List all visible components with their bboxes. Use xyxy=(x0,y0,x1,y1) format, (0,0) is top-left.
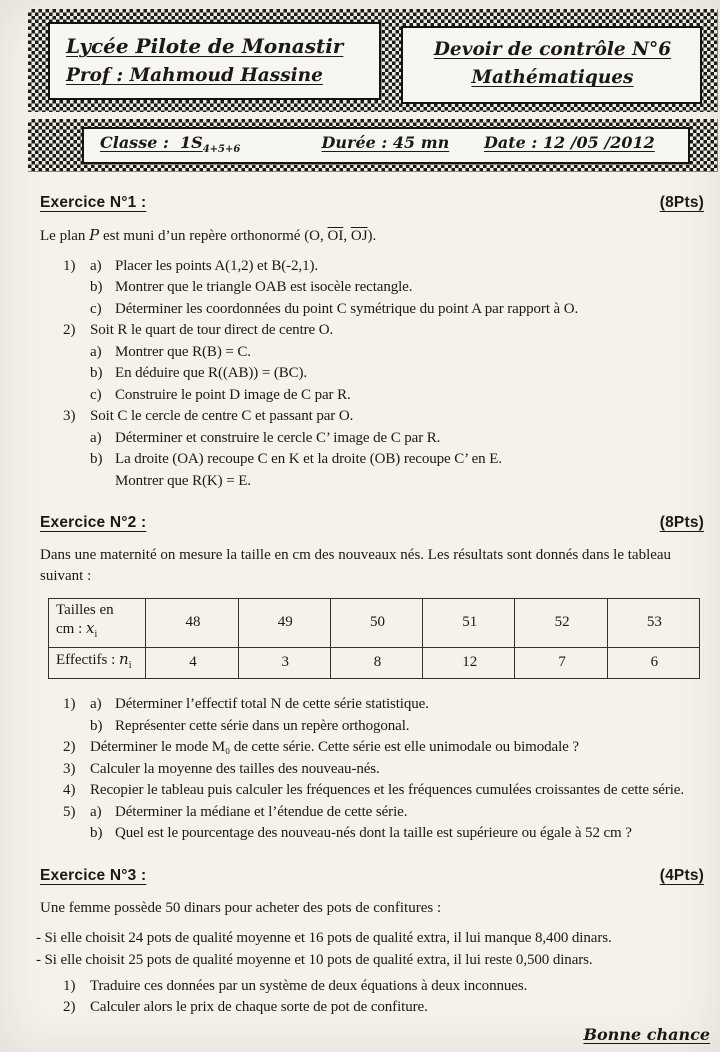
classe-group-subscript: 4+5+6 xyxy=(202,143,241,155)
header-top-band xyxy=(28,9,718,112)
statistics-table xyxy=(48,598,700,679)
condition-line: - Si elle choisit 25 pots de qualité moyenne et 10 pots de qualité extra, il lui reste 0,500 dinars. xyxy=(36,951,593,968)
question-line xyxy=(63,737,704,759)
exercise-1-intro xyxy=(40,225,704,247)
question-text: Montrer que R(K) = E. xyxy=(115,472,251,489)
intro-text-pre: Le plan xyxy=(40,227,90,244)
question-text: Déterminer la médiane et l’étendue de cette série. xyxy=(115,803,408,820)
question-number: 3) xyxy=(63,408,76,425)
date-text: Date : 12 /05 /2012 xyxy=(484,132,655,152)
question-line xyxy=(63,716,704,738)
exam-meta-box xyxy=(82,127,690,164)
question-number xyxy=(63,277,90,299)
question-letter: b) xyxy=(90,825,103,842)
variable-x: x xyxy=(86,619,95,638)
question-number: 2) xyxy=(63,322,76,339)
subscript-i: i xyxy=(94,629,98,641)
exam-title-box xyxy=(401,26,702,104)
question-text: Recopier le tableau puis calculer les fréquences et les fréquences cumulées croissantes de cette série. xyxy=(90,782,685,799)
question-line xyxy=(63,471,704,493)
question-letter: a) xyxy=(90,429,102,446)
subscript-i: i xyxy=(128,660,132,672)
question-number: 1) xyxy=(63,257,76,274)
effectif-cell: 3 xyxy=(238,648,330,679)
question-number xyxy=(63,428,90,450)
question-text: Déterminer et construire le cercle C’ image de C par R. xyxy=(115,429,441,446)
vector-oj: $\overline{OJ}$ xyxy=(350,227,368,244)
question-text: Déterminer le mode M₀ de cette série. Cette série est elle unimodale ou bimodale ? xyxy=(90,739,579,756)
plan-symbol: P xyxy=(89,225,100,244)
exercise-3-section xyxy=(36,866,704,1019)
question-line xyxy=(63,406,704,428)
question-line xyxy=(63,320,704,342)
taille-cell: 50 xyxy=(330,599,422,648)
question-letter: a) xyxy=(90,803,102,820)
school-info-box xyxy=(48,22,381,100)
classe-field xyxy=(100,133,322,155)
duree-text: Durée : 45 mn xyxy=(321,132,450,152)
intro-text-mid: est muni d’un repère orthonormé (O, xyxy=(99,227,328,244)
question-text: Traduire ces données par un système de deux équations à deux inconnues. xyxy=(90,977,528,994)
closing-note: Bonne chance xyxy=(583,1025,710,1044)
date-field xyxy=(484,133,676,152)
vector-oi: $\overline{OI}$ xyxy=(327,227,344,244)
question-letter: a) xyxy=(90,343,102,360)
intro-text-post: ). xyxy=(367,227,377,244)
effectif-cell: 6 xyxy=(607,648,699,679)
question-line xyxy=(63,299,704,321)
question-line xyxy=(63,428,704,450)
question-letter: b) xyxy=(90,365,103,382)
question-line xyxy=(63,363,704,385)
question-line xyxy=(63,449,704,471)
exam-content xyxy=(0,194,720,1019)
exercise-3-header xyxy=(40,867,704,885)
exercise-2-intro: Dans une maternité on mesure la taille en cm des nouveaux nés. Les résultats sont donnés dans le tableau suivant : xyxy=(40,547,672,585)
question-letter: a) xyxy=(90,257,102,274)
question-letter: a) xyxy=(90,696,102,713)
question-text: Soit R le quart de tour direct de centre O. xyxy=(90,322,334,339)
taille-cell: 48 xyxy=(146,599,238,648)
sizes-row xyxy=(49,599,700,648)
label-text: Effectifs : xyxy=(56,652,120,669)
exercise-1-title: Exercice N°1 : xyxy=(40,193,147,211)
question-number: 3) xyxy=(63,760,76,777)
question-text: La droite (OA) recoupe C en K et la droite (OB) recoupe C’ en E. xyxy=(115,451,502,468)
label-line-1: Tailles en xyxy=(56,602,114,619)
question-line xyxy=(63,802,704,824)
sizes-row-label xyxy=(49,599,146,648)
question-text: Calculer la moyenne des tailles des nouveau-nés. xyxy=(90,760,380,777)
exam-subject: Mathématiques xyxy=(471,67,634,89)
question-line xyxy=(63,342,704,364)
question-number xyxy=(63,823,90,845)
effectif-cell: 7 xyxy=(515,648,607,679)
question-number xyxy=(63,299,90,321)
label-text: cm : xyxy=(56,621,86,638)
school-name: Lycée Pilote de Monastir xyxy=(66,34,344,58)
question-number: 2) xyxy=(63,999,76,1016)
question-number xyxy=(63,385,90,407)
exercise-1-header xyxy=(40,194,704,212)
question-number: 1) xyxy=(63,696,76,713)
question-line xyxy=(63,780,704,802)
duree-field xyxy=(322,133,484,152)
exercise-3-questions xyxy=(63,976,704,1019)
question-letter: c) xyxy=(90,300,102,317)
question-letter: c) xyxy=(90,386,102,403)
question-number: 5) xyxy=(63,803,76,820)
intro-comma: , xyxy=(343,227,351,244)
effectifs-row-label xyxy=(49,648,146,679)
classe-value: 1S xyxy=(180,132,203,152)
classe-text xyxy=(100,133,203,152)
question-line xyxy=(63,277,704,299)
question-letter: b) xyxy=(90,451,103,468)
taille-cell: 51 xyxy=(423,599,515,648)
exercise-3-intro: Une femme possède 50 dinars pour acheter des pots de confitures : xyxy=(40,899,442,916)
effectif-cell: 4 xyxy=(146,648,238,679)
exercise-3-title: Exercice N°3 : xyxy=(40,866,147,884)
question-line xyxy=(63,823,704,845)
exam-title: Devoir de contrôle N°6 xyxy=(433,38,672,60)
exercise-1-points: (8Pts) xyxy=(659,193,704,211)
effectifs-row xyxy=(49,648,700,679)
question-text: Déterminer les coordonnées du point C symétrique du point A par rapport à O. xyxy=(115,300,579,317)
effectif-cell: 12 xyxy=(423,648,515,679)
question-line xyxy=(63,997,704,1019)
exercise-2-questions xyxy=(63,694,704,845)
question-letter: b) xyxy=(90,717,103,734)
question-text: Représenter cette série dans un repère orthogonal. xyxy=(115,717,410,734)
question-letter: b) xyxy=(90,279,103,296)
exercise-2-section xyxy=(40,514,704,845)
exercise-2-points: (8Pts) xyxy=(659,514,704,532)
taille-cell: 52 xyxy=(515,599,607,648)
question-number: 4) xyxy=(63,782,76,799)
question-text: Placer les points A(1,2) et B(-2,1). xyxy=(115,257,319,274)
taille-cell: 53 xyxy=(607,599,699,648)
variable-n: n xyxy=(119,650,129,669)
question-text: Construire le point D image de C par R. xyxy=(115,386,351,403)
question-number xyxy=(63,342,90,364)
classe-label: Classe : xyxy=(100,132,169,152)
question-text: Quel est le pourcentage des nouveau-nés dont la taille est supérieure ou égale à 52 cm ? xyxy=(115,825,632,842)
question-number xyxy=(63,363,90,385)
question-line xyxy=(63,759,704,781)
question-text: Calculer alors le prix de chaque sorte de pot de confiture. xyxy=(90,999,428,1016)
question-number: 2) xyxy=(63,739,76,756)
question-text: Soit C le cercle de centre C et passant par O. xyxy=(90,408,354,425)
exercise-3-points: (4Pts) xyxy=(659,866,704,884)
question-line xyxy=(63,385,704,407)
question-text: En déduire que R((AB)) = (BC). xyxy=(115,365,308,382)
question-number xyxy=(63,449,90,471)
question-number xyxy=(63,471,90,493)
question-text: Montrer que le triangle OAB est isocèle rectangle. xyxy=(115,279,413,296)
exercise-2-header xyxy=(40,514,704,532)
question-number: 1) xyxy=(63,977,76,994)
question-text: Déterminer l’effectif total N de cette série statistique. xyxy=(115,696,429,713)
teacher-name: Prof : Mahmoud Hassine xyxy=(66,65,323,86)
exercise-1-questions xyxy=(63,256,704,493)
exercise-3-conditions xyxy=(36,927,704,971)
question-text: Montrer que R(B) = C. xyxy=(115,343,251,360)
question-line xyxy=(63,694,704,716)
effectif-cell: 8 xyxy=(330,648,422,679)
exercise-2-title: Exercice N°2 : xyxy=(40,514,147,532)
question-line xyxy=(63,976,704,998)
label-line-2 xyxy=(56,619,140,644)
exam-meta-band xyxy=(28,119,718,172)
question-line xyxy=(63,256,704,278)
taille-cell: 49 xyxy=(238,599,330,648)
exercise-1-section xyxy=(40,194,704,493)
condition-line: - Si elle choisit 24 pots de qualité moyenne et 16 pots de qualité extra, il lui manque 8,400 dinars. xyxy=(36,929,612,946)
question-number xyxy=(63,716,90,738)
